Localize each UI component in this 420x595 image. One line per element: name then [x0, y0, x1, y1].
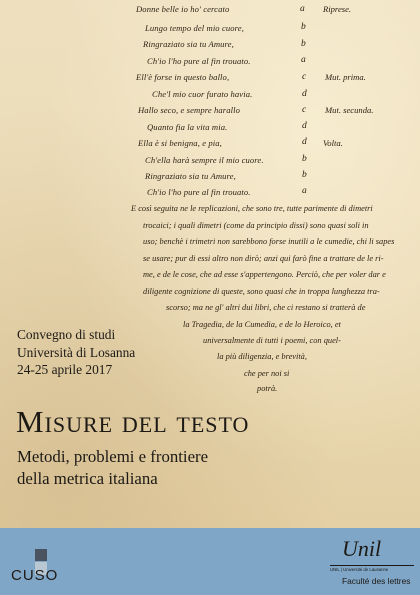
rhyme-letter: b: [302, 154, 307, 164]
page-title: Misure del testo: [16, 404, 250, 439]
prose-line: potrà.: [257, 384, 278, 393]
verse-line: Ella è si benigna, e pia,: [138, 138, 222, 148]
rhyme-letter: d: [302, 89, 307, 99]
prose-line: me, e de le cose, che ad esse s'appertengono. Perciò, che per voler dar e: [143, 270, 386, 279]
stanza-note: Mut. secunda.: [325, 105, 374, 115]
prose-line: universalmente di tutti i poemi, con quel-: [203, 336, 341, 345]
unil-faculty: Faculté des lettres: [342, 576, 411, 586]
verse-line: Donne belle io ho' cercato: [136, 4, 230, 14]
rhyme-letter: d: [302, 137, 307, 147]
rhyme-letter: a: [301, 55, 306, 65]
verse-line: Ringraziato sia tu Amure,: [143, 39, 234, 49]
rhyme-letter: b: [302, 170, 307, 180]
unil-logo-rule: [330, 565, 414, 566]
rhyme-letter: d: [302, 121, 307, 131]
verse-line: Lungo tempo del mio cuore,: [145, 23, 244, 33]
prose-line: che per noi si: [244, 369, 290, 378]
rhyme-letter: b: [301, 22, 306, 32]
footer-band: [0, 528, 420, 595]
unil-logo: [326, 536, 418, 594]
prose-line: la Tragedia, de la Cumedia, e de lo Heroico, et: [183, 320, 341, 329]
prose-line: la più diligenzia, e brevità,: [217, 352, 307, 361]
verse-line: Ringraziato sia tu Amure,: [145, 171, 236, 181]
rhyme-letter: c: [302, 105, 307, 115]
event-venue: Università di Losanna: [17, 344, 136, 360]
page-subtitle: [17, 446, 208, 490]
cuso-logo: [11, 549, 71, 589]
prose-line: se usare; pur di essi altro non dirò; anzi qui farò fine a trattare de le ri-: [143, 254, 384, 263]
stanza-note: Volta.: [323, 138, 343, 148]
rhyme-letter: a: [302, 186, 307, 196]
event-info: [17, 326, 135, 379]
stanza-note: Riprese.: [323, 4, 352, 14]
subtitle-line: Metodi, problemi e frontiere: [17, 447, 209, 466]
prose-line: trocaici; i quali dimetri (come da principio dissi) sono quasi soli in: [143, 221, 369, 230]
verse-line: Ch'io l'ho pure al fin trouato.: [147, 187, 251, 197]
prose-line: scorso; ma ne gl' altri dui libri, che ci restano si tratterà de: [166, 303, 366, 312]
verse-line: Ch'ella harà sempre il mio cuore.: [145, 155, 264, 165]
verse-line: Ell'è forse in questo ballo,: [136, 72, 230, 82]
verse-line: Che'l mio cuor furato havia.: [152, 89, 253, 99]
unil-logo-script: Unil: [342, 536, 382, 561]
event-date: 24-25 aprile 2017: [17, 362, 113, 377]
rhyme-letter: c: [302, 72, 307, 82]
rhyme-letter: b: [301, 39, 306, 49]
subtitle-line: della metrica italiana: [17, 469, 158, 488]
verse-line: Hallo seco, e sempre harallo: [138, 105, 241, 115]
cuso-logo-text: CUSO: [11, 567, 59, 584]
prose-line: diligente cognizione di queste, sono quasi che in troppa lunghezza tra-: [143, 287, 380, 296]
prose-line: E così seguita ne le replicazioni, che sono tre, tutte parimente di dimetri: [131, 204, 373, 213]
stanza-note: Mut. prima.: [325, 72, 366, 82]
event-type: Convegno di studi: [17, 327, 116, 342]
unil-tagline: UNIL | Université de Lausanne: [330, 567, 389, 572]
verse-line: Ch'io l'ho pure al fin trouato.: [147, 56, 251, 66]
prose-line: uso; benchè i trimetri non sarebbono forse inutili a le cumedie, chi li sapes: [143, 237, 395, 246]
rhyme-letter: a: [300, 4, 305, 14]
verse-line: Quanto fia la vita mia.: [147, 122, 228, 132]
